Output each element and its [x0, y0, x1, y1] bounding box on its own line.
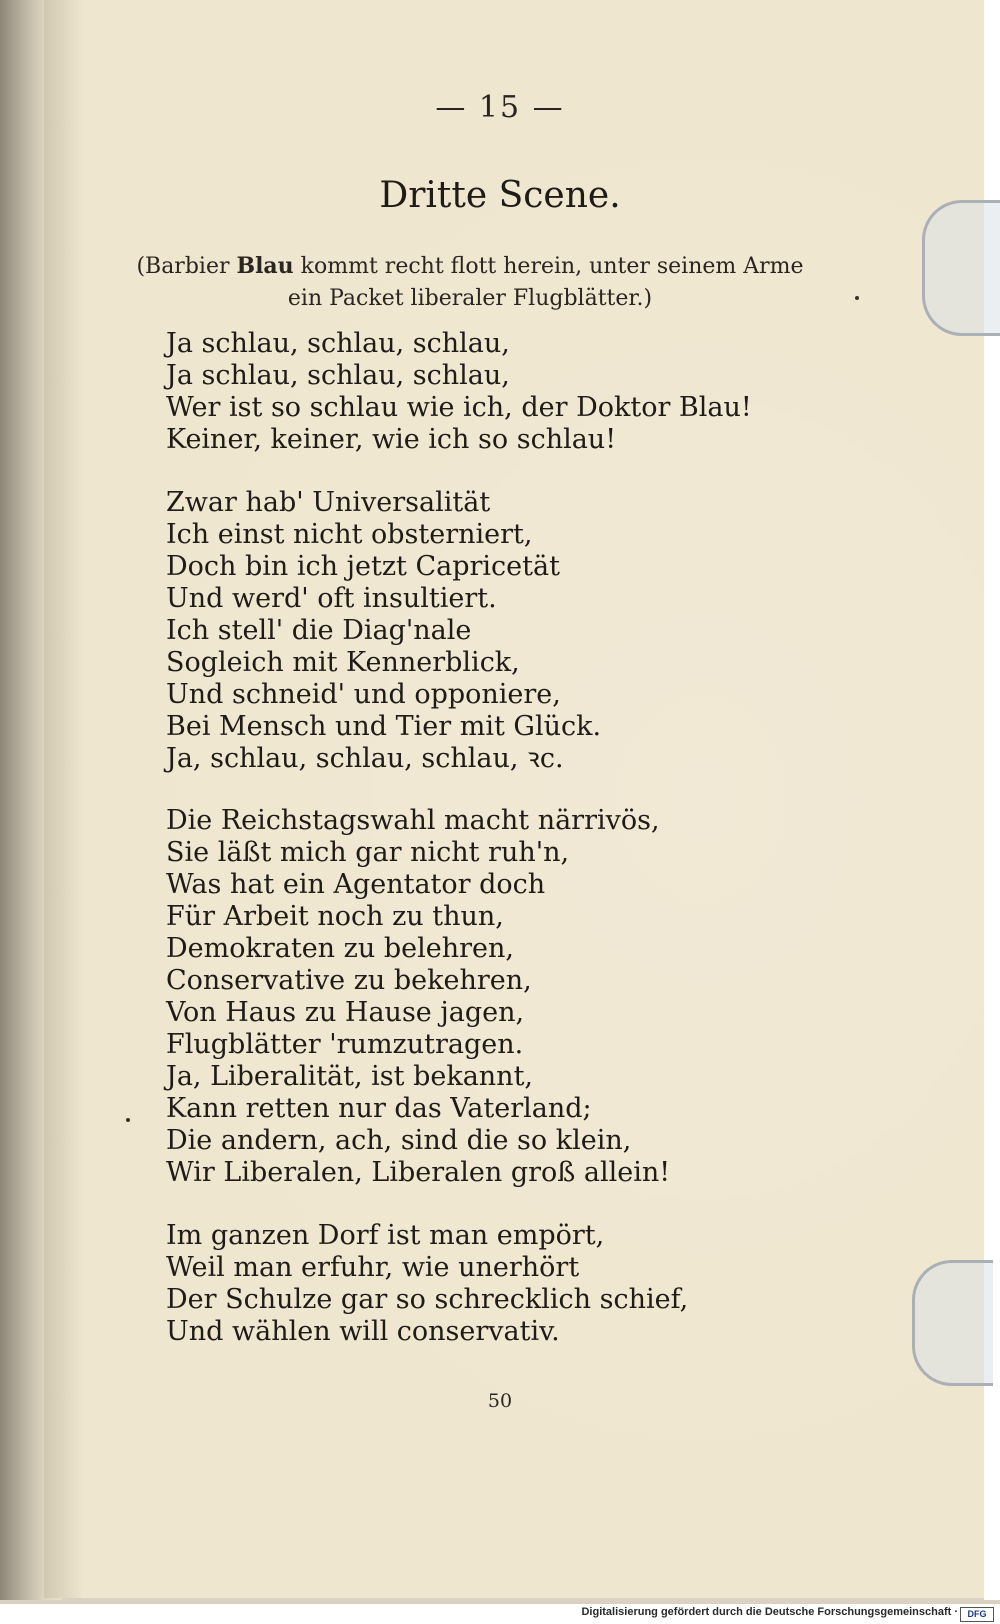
verse-line: Für Arbeit noch zu thun, [166, 901, 504, 932]
verse-line: Conservative zu bekehren, [166, 965, 532, 996]
verse-line: Ja schlau, schlau, schlau, [166, 360, 510, 391]
stanza-1 [166, 328, 866, 456]
footer-bar [0, 1604, 1000, 1624]
verse-line: Und wählen will conservativ. [166, 1316, 560, 1347]
verse-line: Ja, Liberalität, ist bekannt, [166, 1061, 534, 1092]
verse-line: Im ganzen Dorf ist man empört, [166, 1220, 605, 1251]
verse-line: Sie läßt mich gar nicht ruh'n, [166, 837, 570, 868]
verse-line: Demokraten zu belehren, [166, 933, 514, 964]
stage-direction-line-1 [90, 250, 850, 283]
scene-title: Dritte Scene. [379, 175, 621, 216]
dfg-logo: DFG [960, 1607, 994, 1622]
stage-direction-prefix: (Barbier [136, 254, 237, 279]
verse-line: Ja, schlau, schlau, schlau, ꝛc. [166, 743, 564, 774]
verse-line: Und werd' oft insultiert. [166, 583, 497, 614]
book-page [44, 0, 987, 1598]
verse-line: Keiner, keiner, wie ich so schlau! [166, 424, 617, 455]
verse-line: Wir Liberalen, Liberalen groß allein! [166, 1157, 671, 1188]
verse-line: Die andern, ach, sind die so klein, [166, 1125, 632, 1156]
print-speck [855, 296, 859, 300]
page-clip-top [922, 200, 1000, 336]
stanza-3 [166, 805, 866, 1189]
signature-mark: 50 [487, 1390, 513, 1412]
print-speck [126, 1118, 130, 1122]
stanza-2 [166, 487, 866, 775]
verse-line: Sogleich mit Kennerblick, [166, 647, 520, 678]
stage-direction-rest: kommt recht flott herein, unter seinem Arme [293, 254, 804, 279]
verse-line: Ich stell' die Diag'nale [166, 615, 472, 646]
verse-line: Ich einst nicht obsterniert, [166, 519, 533, 550]
verse-line: Der Schulze gar so schrecklich schief, [166, 1284, 689, 1315]
page-clip-bottom [912, 1260, 993, 1386]
verse-line: Und schneid' und opponiere, [166, 679, 561, 710]
stanza-4 [166, 1220, 866, 1348]
verse-line: Flugblätter 'rumzutragen. [166, 1029, 524, 1060]
stage-direction-line-2: ein Packet liberaler Flugblätter.) [287, 286, 653, 311]
verse-line: Wer ist so schlau wie ich, der Doktor Blau! [166, 392, 752, 423]
verse-line: Zwar hab' Universalität [166, 487, 491, 518]
verse-line: Bei Mensch und Tier mit Glück. [166, 711, 602, 742]
stage-direction [90, 250, 850, 315]
page-number-header: — 15 — [435, 90, 565, 125]
verse-line: Weil man erfuhr, wie unerhört [166, 1252, 580, 1283]
verse-line: Was hat ein Agentator doch [166, 869, 546, 900]
verse-line: Von Haus zu Hause jagen, [166, 997, 525, 1028]
verse-line: Kann retten nur das Vaterland; [166, 1093, 592, 1124]
verse-line: Die Reichstagswahl macht närrivös, [166, 805, 660, 836]
verse-line: Doch bin ich jetzt Capricetät [166, 551, 560, 582]
funding-credit: Digitalisierung gefördert durch die Deutsche Forschungsgemeinschaft · [581, 1606, 958, 1618]
verse-line: Ja schlau, schlau, schlau, [166, 328, 510, 359]
speaker-name: Blau [236, 253, 294, 279]
